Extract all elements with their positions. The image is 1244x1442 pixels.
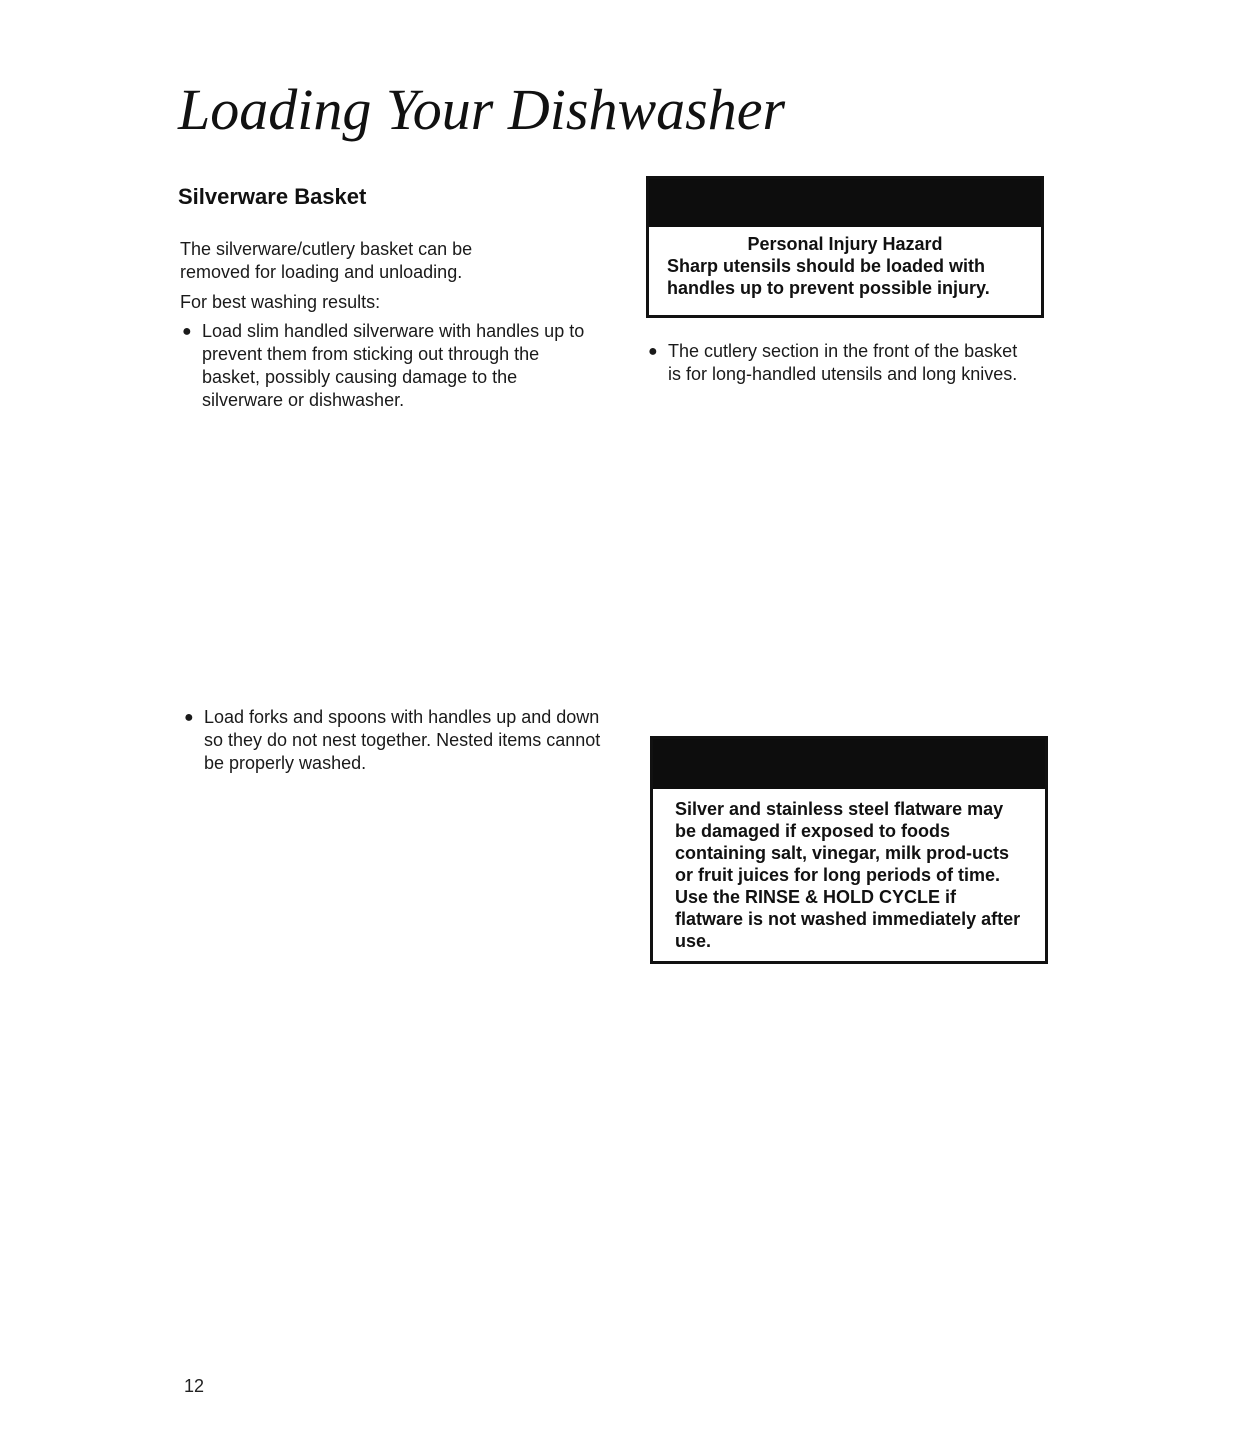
- bullet-icon: ●: [182, 323, 192, 340]
- bullet-text: The cutlery section in the front of the basket is for long-handled utensils and long knives.: [668, 341, 1018, 384]
- bullet-icon: ●: [648, 343, 658, 360]
- page-title: Loading Your Dishwasher: [178, 77, 786, 142]
- warning-header-bar: [653, 739, 1045, 789]
- warning-text: Silver and stainless steel flatware may be damaged if exposed to foods containing salt, vinegar, milk prod-ucts or fruit juices for long periods of time. Use the RINSE & HOLD CYCLE if flatware is not washed immediately after use.: [675, 799, 1021, 951]
- warning-text: Sharp utensils should be loaded with handles up to prevent possible injury.: [667, 256, 990, 298]
- intro-paragraph: The silverware/cutlery basket can be removed for loading and unloading.: [180, 239, 473, 282]
- list-item: [178, 320, 602, 412]
- list-item: [180, 706, 604, 775]
- list-item: [644, 340, 1028, 386]
- warning-header-bar: [649, 179, 1041, 227]
- bullet-text: Load slim handled silverware with handles up to prevent them from sticking out through the basket, possibly causing damage to the silverware or dishwasher.: [202, 321, 585, 410]
- section-heading: Silverware Basket: [178, 184, 367, 209]
- warning-box-flatware: [650, 736, 1048, 964]
- bullet-icon: ●: [184, 709, 194, 726]
- intro-lead: For best washing results:: [180, 292, 381, 312]
- page-number: 12: [184, 1376, 205, 1396]
- warning-heading: Personal Injury Hazard: [747, 234, 943, 254]
- bullet-text: Load forks and spoons with handles up and down so they do not nest together. Nested items cannot be properly washed.: [204, 707, 601, 773]
- warning-box-injury: [646, 176, 1044, 318]
